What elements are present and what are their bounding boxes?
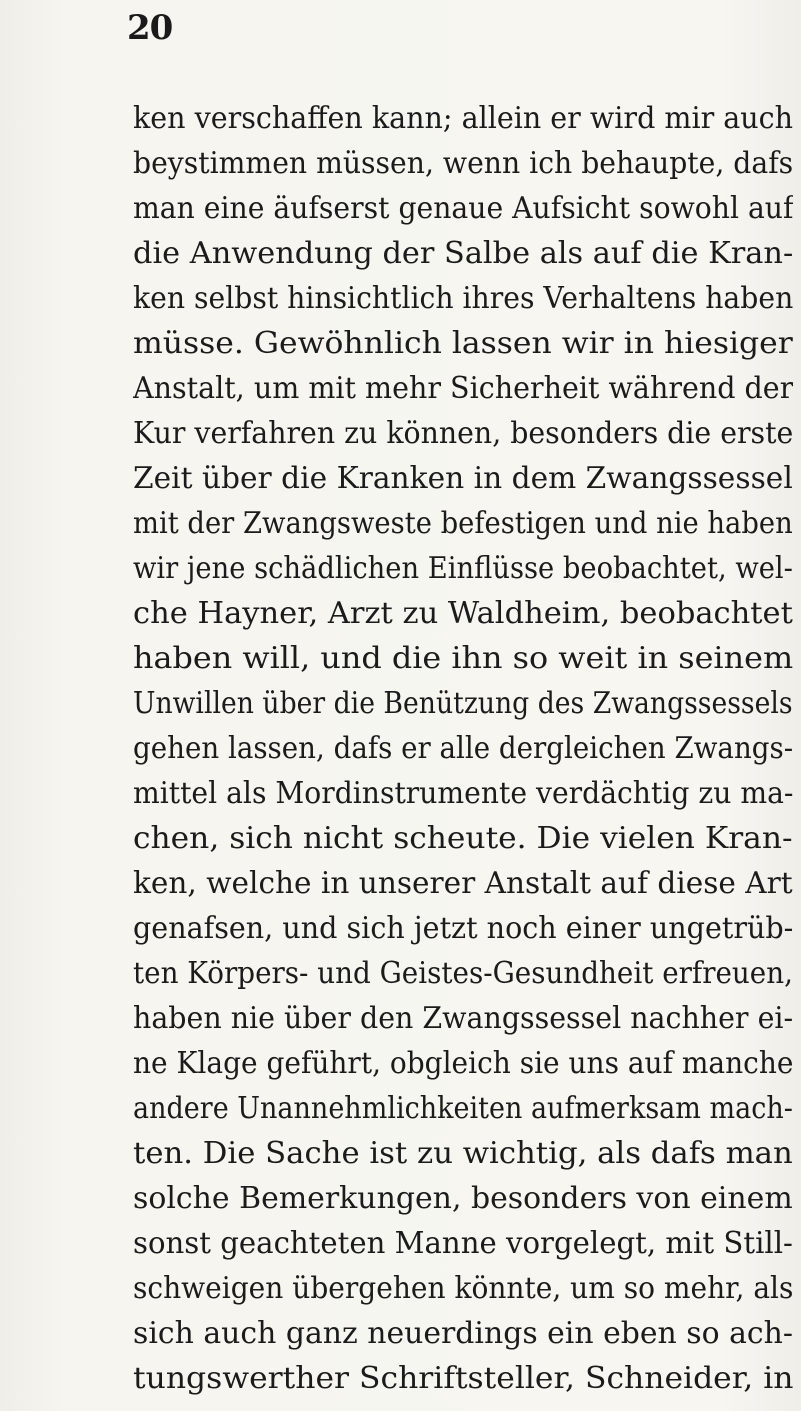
- text-line-22: ne Klage geführt, obgleich sie uns auf manche: [133, 1046, 793, 1081]
- text-line-18: ken, welche in unserer Anstalt auf diese Art: [133, 866, 793, 901]
- text-line-17: chen, sich nicht scheute. Die vielen Kran-: [133, 821, 793, 856]
- text-line-20: ten Körpers- und Geistes-Gesundheit erfreuen,: [133, 956, 793, 991]
- text-line-27: schweigen übergehen könnte, um so mehr, als: [133, 1271, 793, 1306]
- text-line-28: sich auch ganz neuerdings ein eben so ach-: [133, 1316, 793, 1351]
- text-line-5: ken selbst hinsichtlich ihres Verhaltens haben: [133, 281, 793, 316]
- text-line-29: tungswerther Schriftsteller, Schneider, in: [133, 1361, 793, 1396]
- text-line-21: haben nie über den Zwangssessel nachher ei-: [133, 1001, 793, 1036]
- text-line-13: haben will, und die ihn so weit in seinem: [133, 641, 793, 676]
- text-line-14: Unwillen über die Benützung des Zwangssessels: [133, 686, 793, 721]
- text-line-3: man eine äufserst genaue Aufsicht sowohl auf: [133, 191, 793, 226]
- text-line-1: ken verschaffen kann; allein er wird mir auch: [133, 101, 793, 136]
- text-line-11: wir jene schädlichen Einflüsse beobachtet, wel-: [133, 551, 793, 586]
- text-line-7: Anstalt, um mit mehr Sicherheit während der: [133, 371, 793, 406]
- page-number: 20: [127, 8, 173, 48]
- text-line-25: solche Bemerkungen, besonders von einem: [133, 1181, 793, 1216]
- text-line-8: Kur verfahren zu können, besonders die erste: [133, 416, 793, 451]
- text-line-9: Zeit über die Kranken in dem Zwangssessel: [133, 461, 793, 496]
- text-line-23: andere Unannehmlichkeiten aufmerksam mach-: [133, 1091, 793, 1126]
- text-line-10: mit der Zwangsweste befestigen und nie haben: [133, 506, 793, 541]
- text-line-24: ten. Die Sache ist zu wichtig, als dafs man: [133, 1136, 793, 1171]
- text-line-15: gehen lassen, dafs er alle dergleichen Zwangs-: [133, 731, 793, 766]
- text-line-4: die Anwendung der Salbe als auf die Kran-: [133, 236, 793, 271]
- text-line-26: sonst geachteten Manne vorgelegt, mit Still-: [133, 1226, 793, 1261]
- text-line-16: mittel als Mordinstrumente verdächtig zu ma-: [133, 776, 793, 811]
- text-line-19: genafsen, und sich jetzt noch einer ungetrüb-: [133, 911, 793, 946]
- text-line-6: müsse. Gewöhnlich lassen wir in hiesiger: [133, 326, 793, 361]
- text-line-2: beystimmen müssen, wenn ich behaupte, dafs: [133, 146, 793, 181]
- text-line-12: che Hayner, Arzt zu Waldheim, beobachtet: [133, 596, 793, 631]
